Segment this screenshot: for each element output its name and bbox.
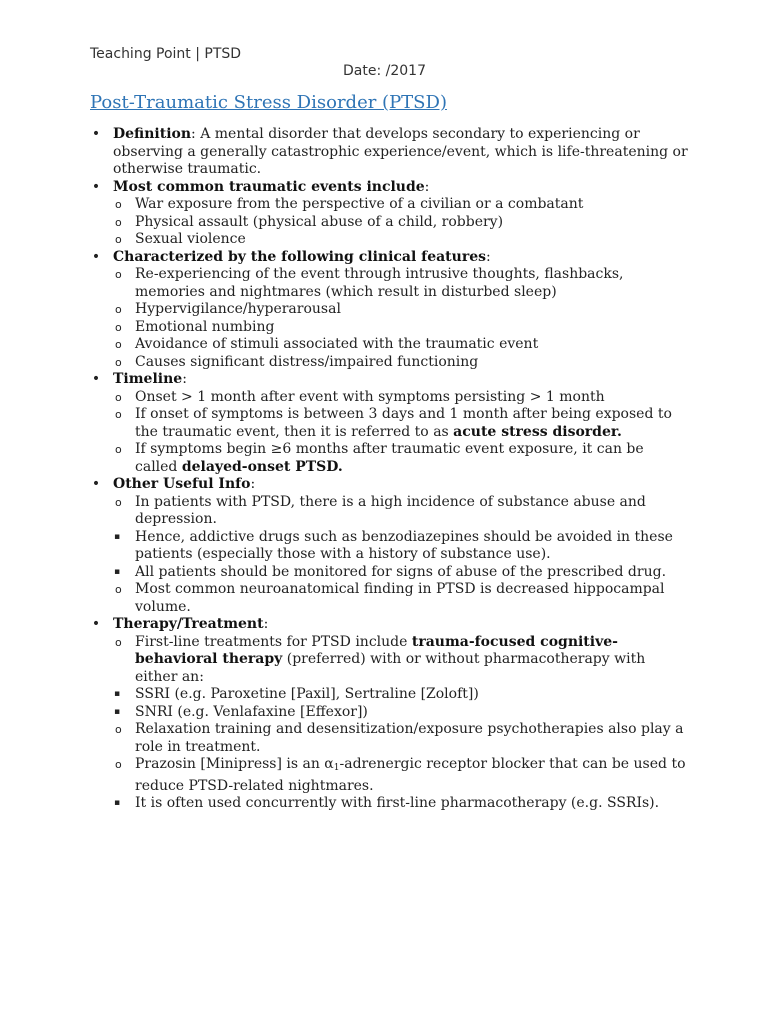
circle-bullet-icon: o [115,355,122,369]
circle-bullet-icon: o [115,338,122,351]
document-body [90,126,690,813]
bullet-icon: • [91,476,101,492]
timeline-item [135,441,644,475]
list-item [90,389,690,407]
therapy-text: (preferred) with or without pharmacotherapy with either an: [135,651,646,685]
list-item-therapy [90,616,690,813]
timeline-text: If symptoms begin ≥6 months after traumatic event exposure, it can be called [135,441,644,475]
colon: : [424,178,430,195]
square-bullet-icon: ▪ [114,531,121,542]
list-item [90,494,690,582]
feature-item: Emotional numbing [135,318,275,335]
square-bullet-icon: ▪ [114,689,121,699]
events-heading: Most common traumatic events include [113,178,425,195]
subscript: 1 [333,763,340,773]
other-info-item: In patients with PTSD, there is a high incidence of substance abuse and depression. [135,493,646,527]
bullet-icon: • [91,126,101,142]
circle-bullet-icon: o [115,583,122,596]
list-item [90,354,690,372]
features-heading: Characterized by the following clinical features [113,248,486,265]
circle-bullet-icon: o [115,495,122,509]
colon: : [263,616,269,632]
bullet-icon: • [91,371,101,387]
circle-bullet-icon: o [115,198,122,211]
definition-text: : A mental disorder that develops secondary to experiencing or observing a generally catastrophic experience/event, which is life-threatening or otherwise traumatic. [113,126,688,177]
circle-bullet-icon: o [115,758,122,771]
list-item [90,319,690,337]
list-item [90,406,690,441]
timeline-text: If onset of symptoms is between 3 days and 1 month after being exposed to the traumatic event, then it is referred to as [135,406,672,440]
list-item [90,686,690,704]
circle-bullet-icon: o [115,215,122,229]
timeline-heading: Timeline [113,371,183,387]
drug-item: SNRI (e.g. Venlafaxine [Effexor]) [135,703,368,720]
timeline-item: Onset > 1 month after event with symptoms persisting > 1 month [135,388,605,405]
drug-sublist [114,686,690,721]
main-list [90,126,690,813]
event-item: War exposure from the perspective of a civilian or a combatant [135,196,584,212]
events-list [113,196,690,249]
therapy-list [113,634,690,813]
list-item [90,266,690,301]
therapy-item: Relaxation training and desensitization/exposure psychotherapies also play a role in treatment. [135,721,684,755]
list-item [90,196,690,214]
circle-bullet-icon: o [115,390,122,404]
document-title: Post-Traumatic Stress Disorder (PTSD) [90,92,447,113]
event-item: Sexual violence [135,231,246,247]
sub-item: Hence, addictive drugs such as benzodiazepines should be avoided in these patients (especially those with a history of substance use). [135,528,673,562]
date-line: Date: /2017 [343,63,426,79]
other-info-heading: Other Useful Info [113,476,251,492]
list-item [90,581,690,616]
list-item [90,441,690,476]
definition-heading: Definition [113,126,192,142]
event-item: Physical assault (physical abuse of a child, robbery) [135,213,504,230]
list-item [90,231,690,249]
list-item-other-info [90,476,690,616]
colon: : [250,476,256,492]
circle-bullet-icon: o [115,320,122,334]
square-bullet-icon: ▪ [114,566,121,577]
list-item-timeline [90,371,690,476]
circle-bullet-icon: o [115,443,122,456]
list-item [90,529,690,564]
bullet-icon: • [91,616,101,632]
circle-bullet-icon: o [115,233,122,246]
list-item [90,756,690,813]
list-item-events [90,179,690,249]
square-bullet-icon: ▪ [114,706,121,717]
circle-bullet-icon: o [115,303,122,316]
timeline-item [135,406,672,440]
timeline-list [113,389,690,477]
other-info-item: Most common neuroanatomical finding in PTSD is decreased hippocampal volume. [135,581,665,615]
colon: : [485,248,491,265]
therapy-text: -adrenergic receptor blocker that can be used to reduce PTSD-related nightmares. [135,756,686,794]
prazosin-sublist [114,795,690,813]
other-info-list [113,494,690,617]
list-item [90,721,690,756]
colon: : [182,371,187,387]
circle-bullet-icon: o [115,723,122,736]
list-item [90,301,690,319]
list-item [90,564,690,582]
bullet-icon: • [91,178,101,195]
list-item [90,336,690,354]
circle-bullet-icon: o [115,635,122,649]
features-list [113,266,690,371]
feature-item: Avoidance of stimuli associated with the traumatic event [135,336,539,352]
drug-item: SSRI (e.g. Paroxetine [Paxil], Sertraline [Zoloft]) [135,686,479,702]
feature-item: Re-experiencing of the event through intrusive thoughts, flashbacks, memories and nightmares (which result in disturbed sleep) [135,266,624,300]
bullet-icon: • [91,248,101,265]
cbt-term: trauma-focused cognitive-behavioral therapy [135,633,618,667]
acute-stress-term: acute stress disorder. [453,423,622,440]
list-item [90,634,690,722]
delayed-onset-term: delayed-onset PTSD. [181,458,343,475]
therapy-text: First-line treatments for PTSD include [135,633,412,650]
feature-item: Hypervigilance/hyperarousal [135,301,341,317]
square-bullet-icon: ▪ [114,798,121,808]
therapy-heading: Therapy/Treatment [113,616,264,632]
other-info-sublist [114,528,690,582]
therapy-text: Prazosin [Minipress] is an α [135,756,334,772]
sub-item: It is often used concurrently with first-line pharmacotherapy (e.g. SSRIs). [135,795,660,811]
list-item-features [90,249,690,372]
feature-item: Causes significant distress/impaired functioning [135,353,479,370]
list-item [90,214,690,232]
teaching-point-header: Teaching Point | PTSD [90,46,242,62]
circle-bullet-icon: o [115,408,122,421]
list-item [90,704,690,722]
circle-bullet-icon: o [115,268,122,281]
list-item [90,795,690,813]
sub-item: All patients should be monitored for signs of abuse of the prescribed drug. [135,563,667,580]
list-item-definition [90,126,690,179]
